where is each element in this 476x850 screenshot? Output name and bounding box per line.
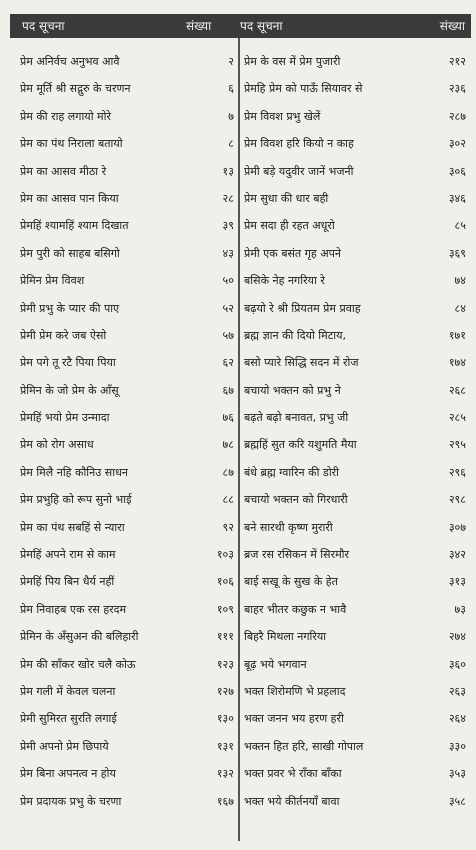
right-number: २९५	[448, 438, 466, 452]
right-number: २६८	[448, 383, 466, 397]
table-row	[10, 75, 471, 102]
left-number: ६	[228, 82, 234, 96]
right-number: १७४	[448, 356, 466, 370]
left-number: ४३	[222, 246, 234, 260]
table-row	[10, 760, 471, 787]
right-number: २१२	[448, 55, 466, 68]
right-title: बसिके नेह नगरिया रे	[244, 274, 325, 288]
right-title: बढ़यो रे श्री प्रियतम प्रेम प्रवाह	[244, 301, 361, 315]
left-title: प्रेमहिं भयो प्रेम उन्मादा	[20, 411, 110, 425]
left-title: प्रेम गली में केवल चलना	[20, 684, 116, 698]
table-row	[10, 541, 471, 568]
left-number: ७	[228, 109, 234, 123]
right-number: ३१३	[448, 575, 466, 589]
table-row	[10, 404, 471, 431]
right-number: ३३०	[448, 739, 466, 753]
right-title: बिहरै मिथला नगरिया	[244, 630, 327, 644]
left-number: ८७	[222, 465, 234, 479]
table-row	[10, 377, 471, 404]
table-row	[10, 185, 471, 212]
right-number: ३४२	[448, 548, 466, 562]
header-col2-count: संख्या	[439, 19, 465, 33]
right-number: ३०७	[448, 520, 466, 534]
left-title: प्रेम का पंथ निराला बतायो	[20, 137, 123, 151]
left-title: प्रेमी प्रेम करे जब ऐसो	[20, 328, 107, 342]
right-number: ३६०	[448, 657, 466, 671]
right-title: ब्रह्म ज्ञान की दियो मिटाय,	[244, 328, 346, 342]
left-title: प्रेम बिना अपनत्व न होय	[20, 767, 116, 781]
right-title: प्रेम के वस में प्रेम पुजारी	[244, 55, 341, 68]
right-title: प्रेम विवश प्रभु खेलें	[244, 109, 321, 123]
table-row	[10, 788, 471, 815]
right-number: २६४	[448, 712, 466, 726]
table-row	[10, 486, 471, 513]
right-number: २८५	[448, 411, 466, 425]
right-number: ८४	[454, 301, 466, 315]
right-title: भक्तन हित हरि, साखी गोपाल	[244, 739, 364, 753]
left-title: प्रेम मिलै नहि कौनिउ साधन	[20, 465, 128, 479]
table-row	[10, 158, 471, 185]
left-title: प्रेमहिं श्यामहिं श्याम दिखात	[20, 219, 129, 233]
table-row	[10, 733, 471, 760]
right-title: भक्त प्रवर भे राँका बाँका	[244, 767, 342, 781]
left-number: ३९	[222, 219, 234, 233]
left-title: प्रेम मूर्ति श्री सद्गुरु के चरणन	[20, 82, 131, 96]
table-row	[10, 212, 471, 239]
left-title: प्रेम का आसव मीठा रे	[20, 164, 107, 178]
right-title: भक्त शिरोमणि भे प्रहलाद	[244, 684, 346, 698]
left-number: १११	[216, 630, 234, 644]
table-row	[10, 322, 471, 349]
left-number: १०९	[216, 602, 234, 616]
table-row	[10, 48, 471, 75]
right-title: बाई सखू के सुख के हेत	[244, 575, 338, 589]
left-number: ७८	[222, 438, 234, 452]
right-number: २९६	[448, 465, 466, 479]
left-number: ८८	[222, 493, 234, 507]
left-title: प्रेम का पंथ सबहिं से न्यारा	[20, 520, 125, 534]
right-title: बंधे ब्रह्म ग्वारिन की डोरी	[244, 465, 340, 479]
right-number: ८५	[454, 219, 466, 233]
left-title: प्रेमहिं पिय बिन धैर्य नहीं	[20, 575, 115, 589]
left-title: प्रेम प्रदायक प्रभु के चरणा	[20, 794, 122, 808]
right-title: प्रेमी बड़े यदुवीर जानें भजनी	[244, 164, 354, 178]
left-number: २८	[222, 191, 234, 205]
right-number: ३०६	[448, 164, 466, 178]
right-title: भक्त भये कीर्तनयाँ बावा	[244, 794, 340, 808]
table-row	[10, 267, 471, 294]
table-row	[10, 623, 471, 650]
table-row	[10, 103, 471, 130]
right-number: ३५८	[448, 794, 466, 808]
right-title: ब्रज रस रसिकन में सिरमौर	[244, 548, 349, 562]
left-number: ७६	[222, 411, 234, 425]
table-row	[10, 431, 471, 458]
left-title: प्रेम को रोग असाध	[20, 438, 94, 452]
left-title: प्रेमिन प्रेम विवश	[20, 274, 85, 288]
right-title: बढ़ते बढ़ो बनावत, प्रभु जी	[244, 411, 349, 425]
left-title: प्रेमिन के अँसुअन की बलिहारी	[20, 630, 139, 644]
left-number: १३	[222, 164, 234, 178]
right-number: २९८	[448, 493, 466, 507]
table-row	[10, 568, 471, 595]
left-number: १०६	[216, 575, 234, 589]
index-rows	[10, 48, 471, 815]
left-title: प्रेम की साँकर खोर चलै कोऊ	[20, 657, 136, 671]
right-title: भक्त जनन भय हरण हरी	[244, 712, 344, 726]
left-number: ८	[228, 137, 234, 151]
left-number: ५०	[222, 274, 234, 288]
left-number: ६७	[222, 383, 234, 397]
right-title: बाहर भीतर कछुक न भावै	[244, 602, 347, 616]
left-number: १३२	[216, 767, 234, 781]
right-title: प्रेमी एक बसंत गृह अपने	[244, 246, 341, 260]
table-row	[10, 130, 471, 157]
right-title: प्रेम सुधा की धार बही	[244, 191, 329, 205]
right-number: ३५३	[448, 767, 466, 781]
right-number: ७३	[454, 602, 466, 616]
left-title: प्रेमिन के जो प्रेम के आँसू	[20, 383, 119, 397]
left-title: प्रेम की राह लगायो मोरे	[20, 109, 111, 123]
right-title: प्रेम विवश हरि कियो न काह	[244, 137, 354, 151]
left-number: १०३	[216, 548, 234, 562]
table-row	[10, 240, 471, 267]
right-title: प्रेम सदा ही रहत अधूरो	[244, 219, 335, 233]
right-number: २८७	[448, 109, 466, 123]
left-title: प्रेमी सुमिरत सुरति लगाई	[20, 712, 117, 726]
right-title: बसो प्यारे सिद्धि सदन में रोज	[244, 356, 359, 370]
left-number: ६२	[222, 356, 234, 370]
left-number: १२३	[216, 657, 234, 671]
left-number: ५२	[222, 301, 234, 315]
table-row	[10, 705, 471, 732]
table-row	[10, 596, 471, 623]
right-number: २६३	[448, 684, 466, 698]
table-row	[10, 295, 471, 322]
left-title: प्रेमी अपनो प्रेम छिपाये	[20, 739, 109, 753]
right-number: ७४	[454, 274, 466, 288]
right-number: ३४६	[448, 191, 466, 205]
header-col1-count: संख्या	[186, 19, 212, 33]
table-row	[10, 514, 471, 541]
table-row	[10, 678, 471, 705]
table-row	[10, 459, 471, 486]
left-number: २	[228, 55, 234, 68]
right-number: ३६९	[448, 246, 466, 260]
left-number: १२७	[216, 684, 234, 698]
right-number: १७१	[448, 328, 466, 342]
right-title: बचायो भक्तन को प्रभु ने	[244, 383, 341, 397]
left-number: १६७	[216, 794, 234, 808]
right-title: ब्रह्महिं सुत करि यशुमति मैया	[244, 438, 357, 452]
left-number: ५७	[222, 328, 234, 342]
left-title: प्रेम प्रभुहि को रूप सुनो भाई	[20, 493, 132, 507]
table-row	[10, 651, 471, 678]
right-title: बचायो भक्तन को गिरधारी	[244, 493, 348, 507]
header-col2-title: पद सूचना	[240, 19, 283, 33]
left-number: १३१	[216, 739, 234, 753]
left-title: प्रेम निवाहब एक रस हरदम	[20, 602, 127, 616]
header-col1-title: पद सूचना	[22, 19, 65, 33]
right-title: बने सारथी कृष्ण मुरारी	[244, 520, 333, 534]
left-title: प्रेम अनिर्वच अनुभव आवै	[20, 55, 120, 68]
right-number: २७४	[448, 630, 466, 644]
left-title: प्रेम का आसव पान किया	[20, 191, 119, 205]
left-title: प्रेमहिं अपने राम से काम	[20, 548, 116, 562]
table-header	[10, 14, 471, 38]
right-title: बूढ़ भये भगवान	[244, 657, 307, 671]
right-number: २३६	[448, 82, 466, 96]
left-title: प्रेम पुरी को साहब बसिगो	[20, 246, 120, 260]
right-title: प्रेमहि प्रेम को पाऊँ सियावर से	[244, 82, 363, 96]
left-title: प्रेम पगे तू रटै पिया पिया	[20, 356, 116, 370]
left-number: १३०	[216, 712, 234, 726]
right-number: ३०२	[448, 137, 466, 151]
left-title: प्रेमी प्रभु के प्यार की पाए	[20, 301, 120, 315]
left-number: ९२	[222, 520, 234, 534]
table-row	[10, 349, 471, 376]
